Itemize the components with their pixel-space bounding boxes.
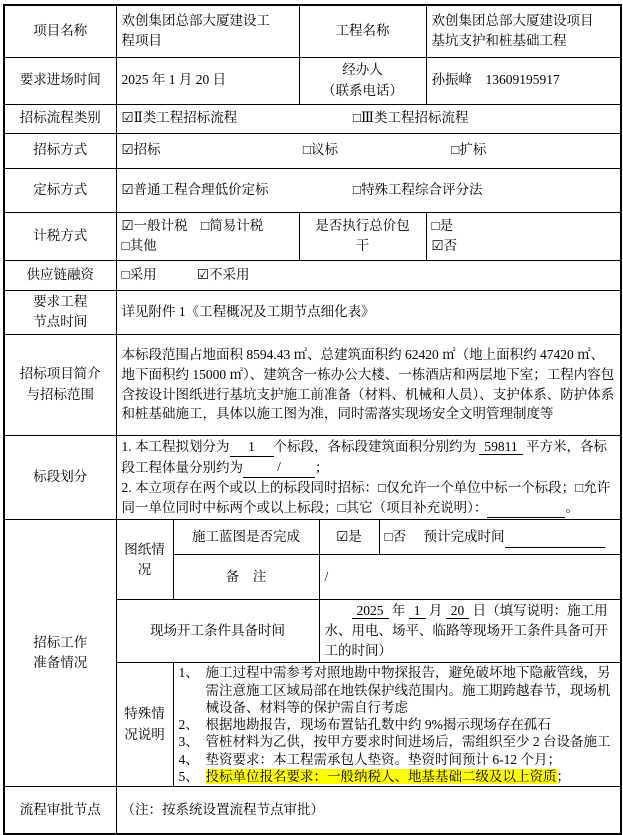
project-name-value-line1: 欢创集团总部大厦建设工	[121, 13, 270, 28]
row-supply-chain	[4, 260, 621, 290]
section-division-label: 标段划分	[4, 435, 116, 520]
project-name-value-line2: 程项目	[121, 33, 162, 49]
site-ready-year-unit: 年	[388, 603, 409, 619]
checkbox-bid[interactable]: ☑招标	[121, 142, 161, 158]
work-name-value	[426, 5, 621, 57]
work-name-label: 工程名称	[299, 5, 426, 57]
site-ready-month-unit: 月	[425, 603, 446, 619]
prep-status-label-line2: 准备情况	[33, 655, 88, 671]
checkbox-lump-sum-no[interactable]: ☑否	[431, 238, 458, 253]
site-ready-label: 现场开工条件具备时间	[116, 600, 319, 663]
agent-value: 孙振峰 13609195917	[426, 57, 621, 104]
list-item-text: 施工过程中需参考对照地勘中物探报告，避免破坏地下隐蔽管线，另需注意施工区域局部在地铁保护线范围内。施工期跨越春节，现场机械设备、材料等的保护需自行考虑	[205, 665, 611, 715]
row-tax-method	[4, 212, 621, 260]
division-volume-field[interactable]: /	[243, 457, 315, 478]
prep-status-label-line1: 招标工作	[33, 635, 88, 650]
site-ready-month-field[interactable]: 1	[409, 603, 426, 619]
highlighted-requirement-suffix: ；	[556, 768, 570, 784]
project-intro-label	[4, 334, 116, 435]
bid-method-label: 招标方式	[4, 133, 116, 168]
bid-method-options	[116, 133, 621, 168]
milestone-time-label-line1: 要求工程	[33, 293, 88, 309]
remark-label: 备 注	[173, 555, 319, 600]
process-category-label: 招标流程类别	[4, 104, 116, 133]
blueprint-eta-label: 预计完成时间	[423, 529, 505, 545]
checkbox-general-simple-tax[interactable]: ☑一般计税 □简易计税	[121, 217, 264, 233]
checkbox-not-adopt[interactable]: ☑不采用	[196, 266, 250, 282]
work-name-value-line1: 欢创集团总部大厦建设项目	[431, 13, 594, 28]
tax-method-label: 计税方式	[4, 212, 116, 260]
section-division-value	[116, 435, 621, 520]
blueprint-eta-field[interactable]	[505, 547, 605, 548]
list-item-number: 4、	[178, 751, 199, 767]
highlighted-requirement-text: 投标单位报名要求：一般纳税人、地基基础二级及以上资质	[205, 768, 557, 784]
row-approval-nodes	[4, 787, 621, 834]
row-award-method	[4, 168, 621, 212]
project-name-label: 项目名称	[4, 5, 116, 57]
site-ready-value	[319, 600, 621, 663]
site-ready-year-field[interactable]: 2025	[352, 603, 389, 619]
list-item	[179, 733, 616, 750]
list-item-number: 2、	[178, 717, 199, 733]
checkbox-other-tax[interactable]: □其他	[121, 238, 157, 253]
list-item-number: 1、	[178, 665, 199, 681]
approval-nodes-label: 流程审批节点	[4, 787, 116, 834]
blueprint-no-cell	[379, 520, 621, 555]
blueprint-complete-label: 施工蓝图是否完成	[173, 520, 319, 555]
award-method-options	[116, 168, 621, 212]
supply-chain-options	[116, 260, 621, 290]
division-text-5: 2. 本立项存在两个或以上的标段同时招标：□仅允许一个单位中标一个标段；□允许同一单位同时中标两个或以上标段；□其它（项目补充说明）：	[121, 480, 611, 516]
list-item-text: 垫资要求：本工程需承包人垫资。垫资时间预计 6-12 个月；	[205, 751, 561, 767]
approval-nodes-value: （注：按系统设置流程节点审批）	[116, 787, 621, 834]
project-intro-value: 本标段范围占地面积 8594.43 ㎡、总建筑面积约 62420 ㎡（地上面积约 47420 ㎡、地下面积约 15000 ㎡）、建筑含一栋办公大楼、一栋酒店和两层地下室；工程内容包含按设计图纸进行基坑支护施工前准备（材料、机械和人员）、支护体系、防护体系和桩基础施工，具体以施工图为准，同时需落实现场安全文明管理制度等	[116, 334, 621, 435]
project-intro-label-line2: 与招标范围	[26, 386, 94, 402]
award-method-label: 定标方式	[4, 168, 116, 212]
tax-method-options	[116, 212, 299, 260]
row-project-intro	[4, 334, 621, 435]
lump-sum-label	[299, 212, 426, 260]
lump-sum-label-line2: 干	[355, 238, 370, 253]
entry-time-label: 要求进场时间	[4, 57, 116, 104]
bidding-form-table	[3, 4, 622, 835]
checkbox-low-price[interactable]: ☑普通工程合理低价定标	[121, 181, 269, 197]
checkbox-class3-process[interactable]: □Ⅲ类工程招标流程	[352, 110, 469, 126]
project-name-value	[116, 5, 299, 57]
agent-label-line2: （联系电话）	[322, 82, 404, 98]
row-entry-time	[4, 57, 621, 104]
entry-time-value: 2025 年 1 月 20 日	[116, 57, 299, 104]
list-item-highlighted	[179, 768, 616, 785]
list-item-text: 管桩材料为乙供，按甲方要求时间进场后，需组织至少 2 台设备施工	[205, 734, 611, 750]
list-item	[179, 664, 616, 716]
special-notes-list	[173, 663, 621, 787]
lump-sum-options	[426, 212, 621, 260]
division-text-2: 个标段，各标段建筑面积分别约为	[273, 438, 480, 454]
special-notes-label: 特殊情况说明	[116, 663, 173, 787]
list-item-text: 根据地勘报告，现场布置钻孔数中约 9%揭示现场存在孤石	[205, 717, 551, 733]
row-process-category	[4, 104, 621, 133]
project-intro-label-line1: 招标项目简介	[19, 366, 101, 382]
division-text-6: 。	[565, 500, 579, 516]
milestone-time-label	[4, 290, 116, 334]
row-milestone-time	[4, 290, 621, 334]
prep-status-label	[4, 520, 116, 787]
checkbox-blueprint-yes[interactable]: ☑是	[319, 520, 379, 555]
site-ready-day-field[interactable]: 20	[446, 603, 470, 619]
division-area-field[interactable]: 59811	[479, 439, 522, 455]
checkbox-negotiate[interactable]: □议标	[302, 142, 339, 158]
agent-label	[299, 57, 426, 104]
list-item-number: 5、	[178, 768, 199, 784]
division-text-4: ；	[315, 460, 329, 476]
checkbox-comprehensive-score[interactable]: □特殊工程综合评分法	[352, 181, 483, 197]
row-project-name	[4, 5, 621, 57]
remark-value: /	[319, 555, 621, 600]
row-blueprint-status	[4, 520, 621, 555]
checkbox-expand[interactable]: □扩标	[451, 142, 487, 158]
list-item-number: 3、	[178, 734, 199, 750]
list-item	[179, 716, 616, 733]
site-ready-indent	[325, 603, 352, 618]
supply-chain-label: 供应链融资	[4, 260, 116, 290]
checkbox-lump-sum-yes[interactable]: □是	[431, 217, 454, 233]
division-text-1: 1. 本工程拟划分为	[121, 438, 230, 454]
list-item	[179, 751, 616, 768]
milestone-time-value: 详见附件 1《工程概况及工期节点细化表》	[116, 290, 621, 334]
agent-label-line1: 经办人	[342, 62, 383, 78]
work-name-value-line2: 基坑支护和桩基础工程	[431, 33, 567, 49]
checkbox-class2-process[interactable]: ☑Ⅱ类工程招标流程	[121, 110, 238, 126]
milestone-time-label-line2: 节点时间	[33, 314, 88, 329]
list-item-text	[206, 768, 616, 785]
lump-sum-label-line1: 是否执行总价包	[315, 217, 410, 233]
drawing-status-label: 图纸情况	[116, 520, 173, 600]
process-category-options	[116, 104, 621, 133]
division-section-count-field[interactable]: 1	[230, 437, 274, 458]
division-text-3: 平方米，各标段工程体量分别约为	[121, 438, 607, 476]
checkbox-blueprint-no[interactable]: □否	[384, 529, 407, 545]
division-other-field[interactable]	[487, 517, 565, 518]
row-bid-method	[4, 133, 621, 168]
row-section-division	[4, 435, 621, 520]
site-ready-note: 日（填写说明：施工用水、用电、场平、临路等现场开工条件具备可开工的时间）	[324, 603, 608, 659]
checkbox-adopt[interactable]: □采用	[121, 266, 157, 282]
